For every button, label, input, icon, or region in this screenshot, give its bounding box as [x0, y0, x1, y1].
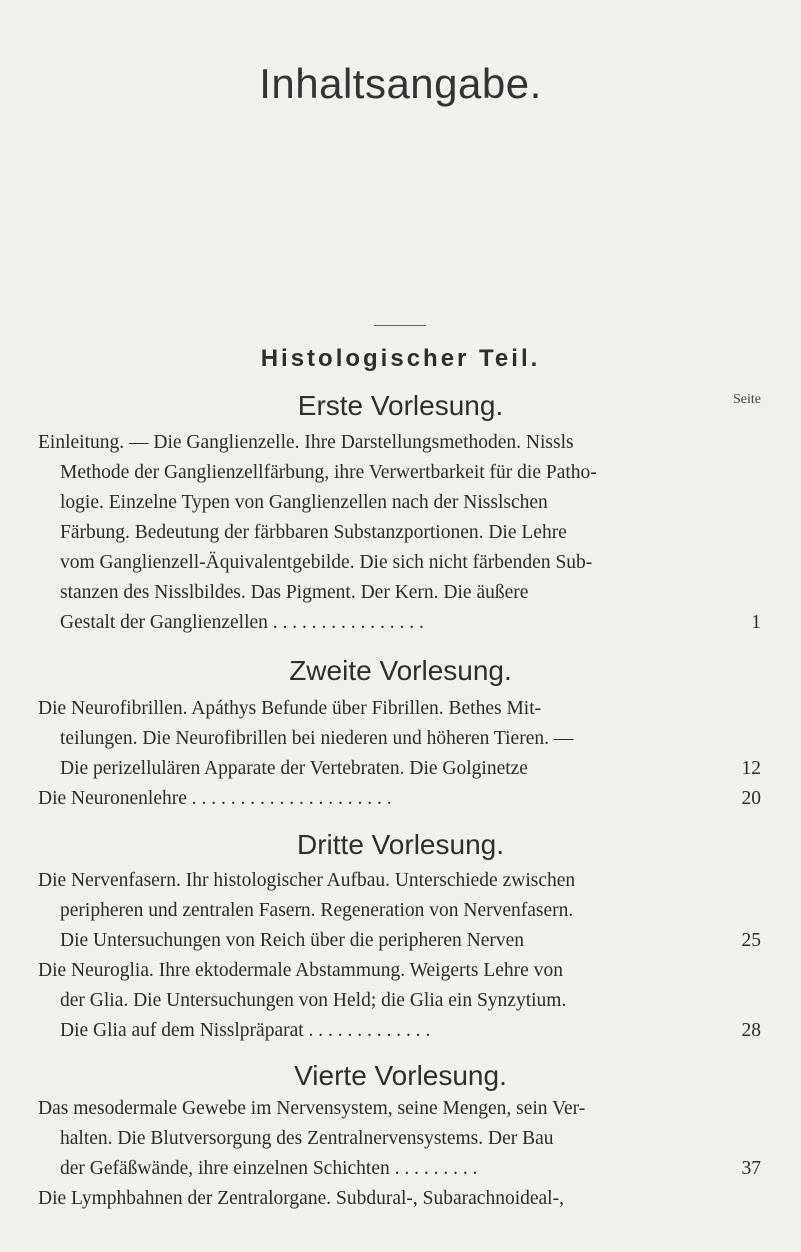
page-number: 28 [741, 1020, 761, 1041]
toc-entry [38, 694, 738, 814]
toc-line: Die Lymphbahnen der Zentralorgane. Subdural-, Subarachnoideal-, [38, 1188, 564, 1209]
toc-line: vom Ganglienzell-Äquivalentgebilde. Die sich nicht färbenden Sub- [60, 552, 593, 573]
toc-line: Einleitung. — Die Ganglienzelle. Ihre Darstellungsmethoden. Nissls [38, 432, 574, 453]
toc-entry [38, 428, 738, 638]
page-number: 25 [741, 930, 761, 951]
toc-line: Die perizellulären Apparate der Vertebraten. Die Golginetze [60, 758, 528, 779]
toc-line: der Gefäßwände, ihre einzelnen Schichten . . . . . . . . . [60, 1158, 478, 1179]
page-number: 20 [741, 788, 761, 809]
lecture-title: Erste Vorlesung. [297, 390, 504, 421]
toc-line: Die Neuronenlehre . . . . . . . . . . . . . . . . . . . . . [38, 788, 392, 809]
page-column-header: Seite [733, 392, 761, 407]
divider [374, 325, 426, 326]
part-title: Histologischer Teil. [260, 345, 541, 372]
toc-entry [38, 1094, 738, 1214]
toc-line: Das mesodermale Gewebe im Nervensystem, seine Mengen, sein Ver- [38, 1098, 586, 1119]
toc-line: Die Neuroglia. Ihre ektodermale Abstammung. Weigerts Lehre von [38, 960, 563, 981]
toc-line: logie. Einzelne Typen von Ganglienzellen nach der Nisslschen [60, 492, 548, 513]
toc-line: Methode der Ganglienzellfärbung, ihre Verwertbarkeit für die Patho- [60, 462, 597, 483]
lecture-title: Vierte Vorlesung. [294, 1060, 507, 1091]
lecture-title: Zweite Vorlesung. [289, 655, 512, 686]
toc-line: Die Neurofibrillen. Apáthys Befunde über Fibrillen. Bethes Mit- [38, 698, 542, 719]
page-number: 37 [741, 1158, 761, 1179]
lecture-title: Dritte Vorlesung. [297, 829, 504, 860]
toc-entry [38, 866, 738, 1046]
toc-line: peripheren und zentralen Fasern. Regeneration von Nervenfasern. [60, 900, 574, 921]
page-number: 12 [741, 758, 761, 779]
toc-line: Färbung. Bedeutung der färbbaren Substanzportionen. Die Lehre [60, 522, 567, 543]
page-number: 1 [751, 612, 761, 633]
toc-line: der Glia. Die Untersuchungen von Held; die Glia ein Synzytium. [60, 990, 567, 1011]
toc-line: stanzen des Nisslbildes. Das Pigment. Der Kern. Die äußere [60, 582, 529, 603]
toc-line: halten. Die Blutversorgung des Zentralnervensystems. Der Bau [60, 1128, 554, 1149]
toc-line: Die Nervenfasern. Ihr histologischer Aufbau. Unterschiede zwischen [38, 870, 576, 891]
toc-line: Gestalt der Ganglienzellen . . . . . . . . . . . . . . . . [60, 612, 424, 633]
page-title: Inhaltsangabe. [259, 60, 542, 107]
toc-line: teilungen. Die Neurofibrillen bei niederen und höheren Tieren. — [60, 728, 574, 749]
toc-line: Die Glia auf dem Nisslpräparat . . . . . . . . . . . . . [60, 1020, 431, 1041]
toc-line: Die Untersuchungen von Reich über die peripheren Nerven [60, 930, 525, 951]
